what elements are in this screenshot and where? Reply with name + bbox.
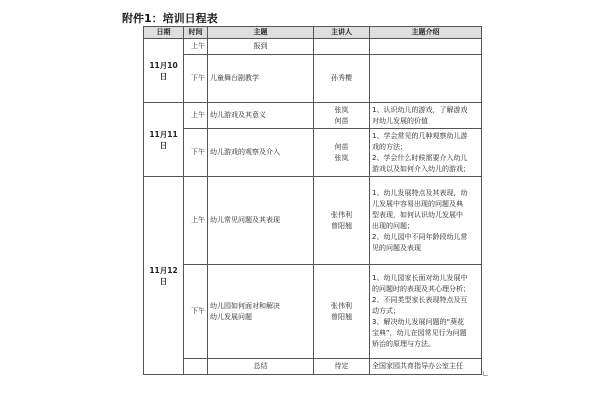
header-date: 日期 xyxy=(144,27,184,39)
topic-cell xyxy=(208,177,314,265)
table-row xyxy=(144,39,482,55)
topic-line: 幼儿游戏的观察及介入 xyxy=(210,148,280,156)
intro-line: 1、认识幼儿的游戏，了解游戏 xyxy=(372,105,468,114)
period-cell: 下午 xyxy=(184,129,208,177)
intro-cell xyxy=(370,39,482,55)
header-intro: 主题介绍 xyxy=(370,27,482,39)
intro-line: 1、幼儿园家长面对幼儿发展中 xyxy=(372,274,468,282)
period-cell: 上午 xyxy=(184,177,208,265)
table-row xyxy=(144,265,482,359)
speaker-line: 待定 xyxy=(334,362,349,370)
intro-line: 宝典”，幼儿在园常见行为问题 xyxy=(372,329,467,337)
topic-cell xyxy=(208,359,314,375)
table-row xyxy=(144,55,482,103)
topic-line: 幼儿园如何面对和解决 xyxy=(210,301,280,310)
period-cell: 下午 xyxy=(184,265,208,359)
speaker-line: 何苗 xyxy=(334,116,349,125)
speaker-cell xyxy=(314,55,370,103)
intro-line: 游戏以及如何介入幼儿的游戏； xyxy=(372,164,470,173)
header-topic: 主题 xyxy=(208,27,314,39)
table-row xyxy=(144,129,482,177)
topic-line: 报到 xyxy=(253,42,268,50)
topic-line: 幼儿游戏及其意义 xyxy=(210,111,266,119)
speaker-line: 何苗 xyxy=(334,142,349,151)
topic-cell xyxy=(208,55,314,103)
intro-line: 出现的问题； xyxy=(372,221,414,230)
speaker-line: 曾阳翘 xyxy=(331,312,352,321)
intro-line: 动方式； xyxy=(372,307,400,315)
period-cell xyxy=(184,359,208,375)
intro-cell xyxy=(370,359,482,375)
header-row xyxy=(144,27,482,39)
intro-line: 3、解决幼儿发展问题的“葵花 xyxy=(372,318,465,326)
speaker-cell xyxy=(314,129,370,177)
speaker-cell xyxy=(314,265,370,359)
topic-cell xyxy=(208,265,314,359)
document-title: 附件1：培训日程表 xyxy=(122,12,218,25)
date-cell: 11月10日 xyxy=(144,39,184,103)
intro-line: 2、不同类型家长表现特点及互 xyxy=(372,296,468,304)
intro-cell xyxy=(370,129,482,177)
topic-cell xyxy=(208,39,314,55)
speaker-cell xyxy=(314,39,370,55)
date-cell: 11月12日 xyxy=(144,177,184,375)
intro-line: 1、学会常见的几种观察幼儿游 xyxy=(372,131,468,140)
header-speaker: 主讲人 xyxy=(314,27,370,39)
intro-line: 全国家园共育指导办公室主任 xyxy=(372,362,463,370)
speaker-line: 张伟利 xyxy=(331,301,352,310)
header-time: 时间 xyxy=(184,27,208,39)
period-cell: 下午 xyxy=(184,55,208,103)
topic-cell xyxy=(208,103,314,129)
intro-cell xyxy=(370,177,482,265)
table-row xyxy=(144,103,482,129)
speaker-line: 张岚 xyxy=(334,105,349,114)
intro-cell xyxy=(370,265,482,359)
training-schedule-table xyxy=(143,26,482,375)
speaker-line: 张岚 xyxy=(334,153,349,162)
topic-line: 总结 xyxy=(253,362,268,370)
intro-line: 2、幼儿园中不同年龄段幼儿常 xyxy=(372,232,468,241)
intro-line: 2、学会什么时候需要介入幼儿 xyxy=(372,153,468,162)
intro-line: 戏的方法； xyxy=(372,142,407,151)
intro-cell xyxy=(370,55,482,103)
speaker-cell xyxy=(314,359,370,375)
schedule-body xyxy=(144,39,482,375)
intro-line: 的问题时的表现及其心理分析； xyxy=(372,285,470,293)
intro-line: 型表现，如何认识幼儿发展中 xyxy=(372,210,463,219)
speaker-cell xyxy=(314,177,370,265)
intro-cell xyxy=(370,103,482,129)
speaker-line: 孙秀樱 xyxy=(331,74,352,82)
speaker-cell xyxy=(314,103,370,129)
intro-line: 见的问题及表现 xyxy=(372,243,421,252)
speaker-line: 曾阳翘 xyxy=(331,221,352,230)
page-corner-mark xyxy=(483,371,488,376)
intro-line: 矫治的原理与方法。 xyxy=(372,340,435,348)
intro-line: 对幼儿发展的价值 xyxy=(372,116,428,125)
intro-line: 儿发展中容易出现的问题及典 xyxy=(372,199,463,208)
table-row xyxy=(144,359,482,375)
intro-line: 1、幼儿发展特点及其表现，幼 xyxy=(372,188,468,197)
topic-line: 儿童舞台剧教学 xyxy=(210,74,259,82)
topic-line: 幼儿常见问题及其表现 xyxy=(210,216,280,224)
topic-cell xyxy=(208,129,314,177)
topic-line: 幼儿发展问题 xyxy=(210,312,252,321)
table-row xyxy=(144,177,482,265)
speaker-line: 张伟利 xyxy=(331,210,352,219)
period-cell: 上午 xyxy=(184,103,208,129)
period-cell: 上午 xyxy=(184,39,208,55)
date-cell: 11月11日 xyxy=(144,103,184,177)
